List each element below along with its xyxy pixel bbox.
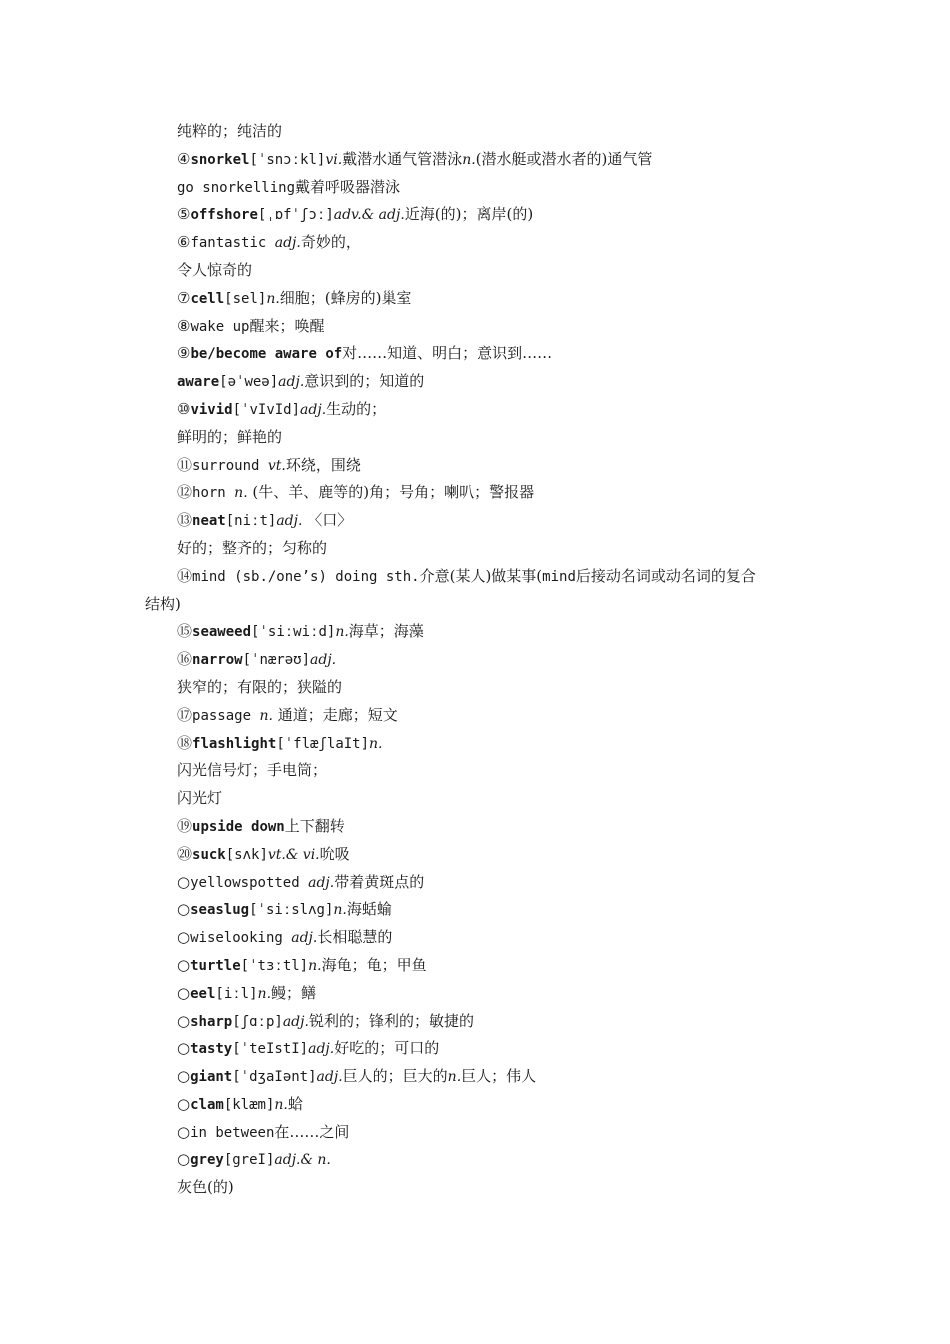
chinese-text: 上下翻转 [284, 816, 345, 835]
chinese-text: ⑭ [177, 566, 193, 585]
headword: vivid [190, 401, 233, 418]
vocab-line [0, 841, 950, 869]
headword: eel [190, 985, 216, 1002]
part-of-speech: vi. [325, 151, 343, 168]
chinese-text: ⑲ [177, 816, 193, 835]
chinese-text: 令人惊奇的 [177, 260, 253, 279]
chinese-text: 巨人；伟人 [461, 1067, 537, 1086]
chinese-text: ⑱ [177, 733, 193, 752]
chinese-text: ○ [177, 1094, 191, 1113]
chinese-text: ○ [177, 872, 191, 891]
vocab-line [0, 340, 950, 368]
chinese-text: 锐利的；锋利的；敏捷的 [308, 1011, 474, 1030]
part-of-speech: adj.& n. [274, 1152, 331, 1169]
chinese-text: ⑳ [177, 844, 193, 863]
part-of-speech: adj. [300, 401, 327, 418]
chinese-text: ⑪ [177, 455, 193, 474]
chinese-text: 环绕，围绕 [285, 455, 361, 474]
latin-text: [sel] [224, 290, 267, 307]
latin-text: fantastic [190, 235, 275, 252]
chinese-text: ○ [177, 1039, 191, 1058]
vocab-line [0, 424, 950, 452]
part-of-speech: adj. [278, 374, 305, 391]
latin-text: [ˈdʒaIənt] [232, 1069, 317, 1086]
chinese-text: 意识到的；知道的 [304, 372, 425, 391]
chinese-text: 介意(某人)做某事( [419, 566, 543, 585]
headword: tasty [190, 1041, 233, 1058]
chinese-text: 闪光灯 [177, 789, 223, 808]
part-of-speech: adj. [291, 930, 318, 947]
headword: offshore [190, 207, 258, 224]
part-of-speech: adj. [308, 874, 335, 891]
part-of-speech: n. [335, 624, 349, 641]
part-of-speech: adj. [274, 235, 301, 252]
part-of-speech: n. [274, 1096, 288, 1113]
vocab-line [0, 730, 950, 758]
headword: turtle [190, 957, 241, 974]
part-of-speech: n. [257, 985, 272, 1002]
headword: snorkel [190, 151, 250, 168]
chinese-text: ④ [177, 149, 191, 168]
chinese-text: 闪光信号灯；手电筒； [177, 761, 328, 780]
chinese-text: ○ [177, 1150, 191, 1169]
chinese-text: ⑫ [177, 483, 193, 502]
vocab-line [0, 313, 950, 341]
latin-text: [ˈsnɔːkl] [249, 151, 326, 168]
part-of-speech: n. [333, 902, 347, 919]
chinese-text: ⑩ [177, 399, 191, 418]
part-of-speech: adv.& adj. [333, 207, 405, 224]
vocab-line [0, 674, 950, 702]
vocab-line [0, 646, 950, 674]
headword: seaweed [192, 624, 252, 641]
headword: cell [190, 290, 225, 307]
headword: giant [190, 1069, 233, 1086]
part-of-speech: adj. [316, 1069, 343, 1086]
chinese-text: ○ [177, 900, 191, 919]
part-of-speech: n. [308, 957, 322, 974]
vocab-line [0, 1063, 950, 1091]
vocab-line [0, 757, 950, 785]
chinese-text: 灰色(的) [177, 1178, 234, 1197]
latin-text: [greI] [223, 1152, 275, 1169]
part-of-speech: n. [234, 485, 248, 502]
vocab-line [0, 368, 950, 396]
chinese-text: (牛、羊、鹿等的)角；号角；喇叭；警报器 [247, 483, 535, 502]
part-of-speech: adj. [276, 513, 303, 530]
vocab-line [0, 146, 950, 174]
vocab-line [0, 229, 950, 257]
chinese-text: ⑯ [177, 650, 193, 669]
vocab-line [0, 452, 950, 480]
latin-text: [ʃɑːp] [232, 1013, 283, 1030]
vocabulary-page [0, 118, 950, 1202]
chinese-text: 海龟；龟；甲鱼 [321, 955, 427, 974]
latin-text: [klæm] [223, 1096, 275, 1113]
vocab-line [0, 535, 950, 563]
chinese-text: 海草；海藻 [348, 622, 424, 641]
chinese-text: ○ [177, 1067, 191, 1086]
latin-text: [ˈtɜːtl] [240, 957, 309, 974]
vocab-line [0, 591, 950, 619]
vocab-line [0, 1008, 950, 1036]
latin-text: [ˈsiːwiːd] [251, 624, 336, 641]
chinese-text: ○ [177, 928, 191, 947]
headword: grey [190, 1152, 224, 1169]
headword: be/become aware of [190, 346, 343, 363]
vocab-line [0, 257, 950, 285]
chinese-text: 蛤 [287, 1094, 303, 1113]
chinese-text: 鲜明的；鲜艳的 [177, 427, 283, 446]
part-of-speech: adj. [308, 1041, 335, 1058]
chinese-text: 在……之间 [274, 1122, 350, 1141]
vocab-line [0, 396, 950, 424]
chinese-text: ⑥ [177, 233, 191, 252]
latin-text: [ˈvIvId] [232, 401, 301, 418]
vocab-line [0, 1174, 950, 1202]
chinese-text: (潜水艇或潜水者的)通气管 [475, 149, 653, 168]
part-of-speech: n. [447, 1069, 462, 1086]
chinese-text: 通道；走廊；短文 [272, 705, 398, 724]
latin-text: horn [192, 485, 235, 502]
headword: sharp [190, 1013, 233, 1030]
chinese-text: ○ [177, 955, 191, 974]
chinese-text: 〈口〉 [302, 511, 353, 530]
vocab-line [0, 285, 950, 313]
latin-text: [əˈweə] [219, 374, 279, 391]
part-of-speech: adj. [310, 652, 337, 669]
chinese-text: 醒来；唤醒 [249, 316, 325, 335]
chinese-text: 吮吸 [319, 844, 350, 863]
chinese-text: 戴着呼吸器潜泳 [295, 177, 401, 196]
latin-text: yellowspotted [190, 874, 309, 891]
chinese-text: 奇妙的， [300, 233, 361, 252]
chinese-text: 长相聪慧的 [317, 928, 393, 947]
part-of-speech: n. [462, 151, 476, 168]
vocab-line [0, 952, 950, 980]
chinese-text: ○ [177, 1122, 191, 1141]
vocab-line [0, 896, 950, 924]
chinese-text: 带着黄斑点的 [334, 872, 425, 891]
vocab-line [0, 869, 950, 897]
latin-text: [niːt] [225, 513, 277, 530]
latin-text: go snorkelling [177, 179, 296, 196]
chinese-text: 戴潜水通气管潜泳 [342, 149, 463, 168]
part-of-speech: vt. [267, 457, 286, 474]
chinese-text: 好吃的；可口的 [334, 1039, 440, 1058]
vocab-line [0, 618, 950, 646]
headword: narrow [192, 652, 243, 669]
vocab-line [0, 201, 950, 229]
vocab-line [0, 174, 950, 202]
latin-text: passage [192, 707, 260, 724]
headword: seaslug [190, 902, 250, 919]
latin-text: [sʌk] [225, 846, 268, 863]
chinese-text: ⑮ [177, 622, 193, 641]
vocab-line [0, 563, 950, 591]
headword: aware [177, 374, 220, 391]
vocab-line [0, 1091, 950, 1119]
latin-text: [ˈflæʃlaIt] [276, 735, 370, 752]
chinese-text: 近海(的)；离岸(的) [404, 205, 534, 224]
latin-text: in between [190, 1124, 275, 1141]
latin-text: [ˌɒfˈʃɔː] [257, 207, 334, 224]
vocab-line [0, 980, 950, 1008]
vocab-line [0, 702, 950, 730]
headword: suck [192, 846, 226, 863]
latin-text: wiselooking [190, 930, 292, 947]
vocab-line [0, 118, 950, 146]
chinese-text: 生动的； [326, 399, 387, 418]
vocab-line [0, 813, 950, 841]
part-of-speech: n. [259, 707, 273, 724]
chinese-text: ⑨ [177, 344, 191, 363]
chinese-text: 结构) [145, 594, 181, 613]
headword: clam [190, 1096, 224, 1113]
latin-text: wake up [190, 318, 250, 335]
chinese-text: 鳗；鳝 [271, 983, 317, 1002]
latin-text: [ˈteIstI] [232, 1041, 309, 1058]
latin-text: [iːl] [215, 985, 258, 1002]
vocab-line [0, 1035, 950, 1063]
headword: flashlight [192, 735, 277, 752]
latin-text: mind (sb./one’s) doing sth. [192, 568, 420, 585]
vocab-line [0, 1146, 950, 1174]
latin-text: [ˈsiːslʌg] [249, 902, 334, 919]
chinese-text: ⑦ [177, 288, 191, 307]
chinese-text: ⑧ [177, 316, 191, 335]
chinese-text: ○ [177, 983, 191, 1002]
chinese-text: 细胞；(蜂房的)巢室 [279, 288, 412, 307]
chinese-text: 巨人的；巨大的 [342, 1067, 448, 1086]
chinese-text: 纯粹的；纯洁的 [177, 122, 283, 140]
vocab-line [0, 479, 950, 507]
part-of-speech: n. [266, 290, 280, 307]
chinese-text: ○ [177, 1011, 191, 1030]
vocab-line [0, 507, 950, 535]
part-of-speech: adj. [282, 1013, 309, 1030]
chinese-text: ⑤ [177, 205, 191, 224]
chinese-text: 好的；整齐的；匀称的 [177, 538, 328, 557]
latin-text: surround [192, 457, 268, 474]
part-of-speech: vt.& vi. [267, 846, 320, 863]
chinese-text: 对……知道、明白；意识到…… [342, 344, 553, 363]
part-of-speech: n. [369, 735, 383, 752]
chinese-text: 海蛞蝓 [346, 900, 392, 919]
headword: upside down [192, 818, 285, 835]
vocab-line [0, 1119, 950, 1147]
headword: neat [192, 513, 226, 530]
chinese-text: ⑬ [177, 511, 193, 530]
latin-text: [ˈnærəʊ] [242, 652, 311, 669]
latin-text: mind [542, 568, 576, 585]
chinese-text: 狭窄的；有限的；狭隘的 [177, 677, 343, 696]
chinese-text: ⑰ [177, 705, 193, 724]
chinese-text: 后接动名词或动名词的复合 [575, 566, 756, 585]
vocab-line [0, 924, 950, 952]
vocab-line [0, 785, 950, 813]
